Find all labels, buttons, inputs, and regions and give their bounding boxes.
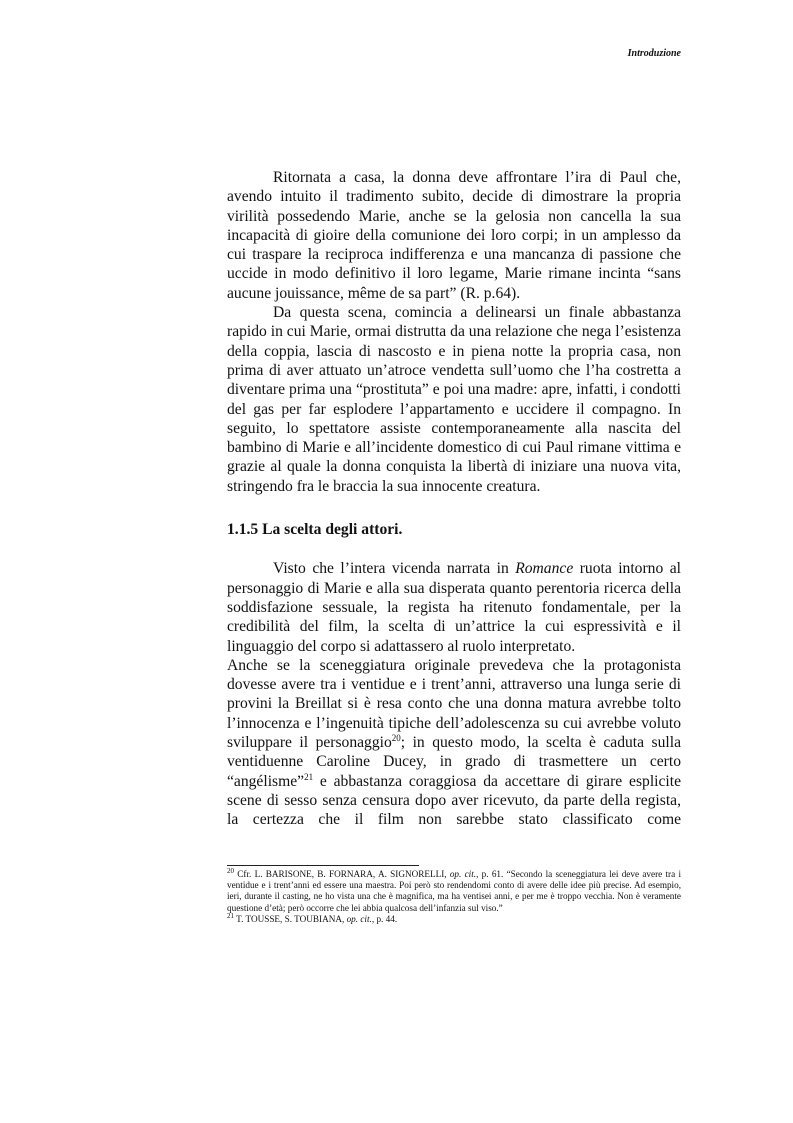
footnote-ref-20[interactable]: 20	[391, 733, 401, 744]
footnote-cite: op. cit.	[346, 913, 372, 924]
film-title: Romance	[515, 560, 574, 578]
footnotes	[227, 869, 681, 925]
footnote-text: Cfr. L. BARISONE, B. FORNARA, A. SIGNORELLI,	[237, 869, 450, 879]
paragraph-3	[227, 559, 681, 655]
paragraph-2: Da questa scena, comincia a delinearsi un finale abbastanza rapido in cui Marie, ormai distrutta da una relazione che nega l’esistenza della coppia, lascia di nascosto e in piena notte la propria casa, non prima di aver attuato un’atroce vendetta sull’uomo che l’ha costretta a diventare prima una “prostituta” e poi una madre: apre, infatti, i condotti del gas per far esplodere l’appartamento e uccidere il compagno. In seguito, lo spettatore assiste contemporaneamente alla nascita del bambino di Marie e all’incidente domestico di cui Paul rimane vittima e grazie al quale la donna conquista la libertà di iniziare una nuova vita, stringendo fra le braccia la sua innocente creatura.	[227, 304, 681, 495]
footnote-cite: op. cit.	[449, 869, 477, 879]
footnote-number: 21	[227, 911, 234, 920]
footnote-divider	[227, 865, 419, 866]
paragraph-4	[227, 656, 681, 830]
footnote-21	[227, 911, 681, 925]
footnote-20	[227, 869, 681, 914]
paragraph-3-before: Visto che l’intera vicenda narrata in	[273, 560, 516, 578]
paragraph-1: Ritornata a casa, la donna deve affrontare l’ira di Paul che, avendo intuito il tradimento subito, decide di dimostrare la propria virilità possedendo Marie, anche se la gelosia non cancella la sua incapacità di gioire della comunione dei loro corpi; in un amplesso da cui traspare la reciproca indifferenza e una mancanza di passione che uccide in modo definitivo il loro legame, Marie rimane incinta “sans aucune jouissance, même de sa part” (R. p.64).	[227, 169, 681, 302]
running-title: Introduzione	[627, 48, 681, 59]
paragraph-4-part3: e abbastanza coraggiosa da accettare di girare esplicite scene di sesso senza censura dopo aver ricevuto, da parte della regista, la certezza che il film non sarebbe stato classificato come	[227, 772, 681, 829]
footnote-text: , p. 61. “Secondo la sceneggiatura lei deve avere tra i ventidue e i trent’anni ed essere una maestra. Poi però sto rendendomi conto di avere delle idee più precise. Ad esempio, ieri, durante il casting, ne ho vista una che è magnifica, ma ha ventisei anni, e per me è troppo vecchia. Non è veramente questione d’età; però occorre che lei abbia qualcosa dell’infanzia sul viso.”	[227, 869, 681, 913]
body-text	[227, 168, 681, 830]
section-heading: 1.1.5 La scelta degli attori.	[227, 521, 403, 539]
footnote-text: , p. 44.	[371, 913, 398, 924]
paragraph-4-part2: ; in questo modo, la scelta è caduta sulla ventiduenne Caroline Ducey, in grado di trasmettere un certo “angélisme”	[227, 734, 681, 790]
paragraph-3-after: ruota intorno al personaggio di Marie e alla sua disperata quanto perentoria ricerca della soddisfazione sessuale, la regista ha ritenuto fondamentale, per la credibilità del film, la scelta di un’attrice la cui espressività e il linguaggio del corpo si adattassero al ruolo interpretato.	[227, 560, 681, 655]
footnote-text: T. TOUSSE, S. TOUBIANA,	[236, 913, 347, 924]
footnote-number: 20	[227, 867, 234, 875]
footnote-ref-21[interactable]: 21	[304, 771, 314, 782]
paragraph-4-part1: Anche se la sceneggiatura originale prevedeva che la protagonista dovesse avere tra i ventidue e i trent’anni, attraverso una lunga serie di provini la Breillat si è resa conto che una donna matura avrebbe tolto l’innocenza e l’ingenuità tipiche dell’adolescenza su cui avrebbe voluto sviluppare il personaggio	[227, 656, 681, 752]
